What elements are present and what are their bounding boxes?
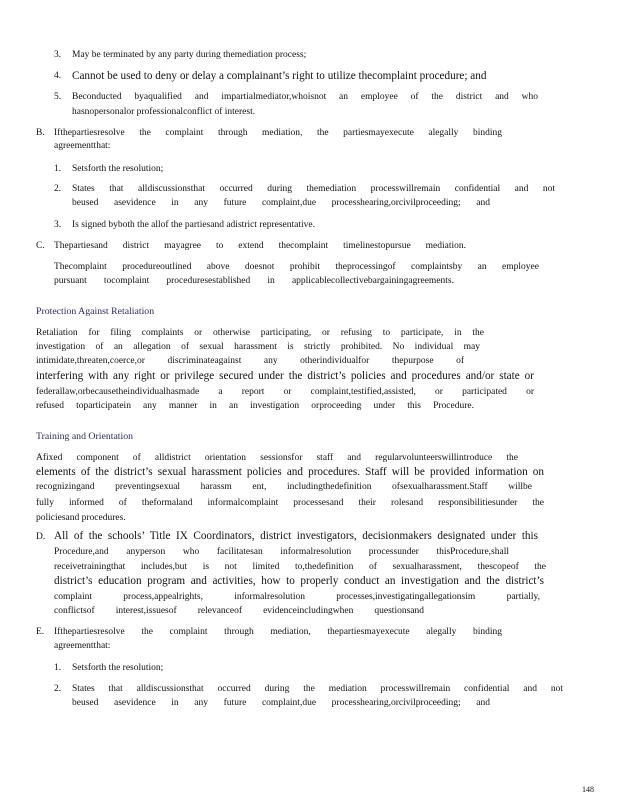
- list-marker: 2.: [54, 684, 62, 694]
- paragraph-line: pursuant tocomplaint proceduresestablished in applicablecollectivebargainingagreements.: [54, 276, 454, 286]
- paragraph-line: Thecomplaint procedureoutlined above doesnot prohibit theprocessingof complaintsby an employee: [54, 262, 539, 272]
- paragraph-line: All of the schools’ Title IX Coordinators, district investigators, decisionmakers designated under this: [54, 530, 538, 542]
- list-marker: 1.: [54, 164, 62, 174]
- paragraph-line: interfering with any right or privilege secured under the district’s policies and procedures and/or state or: [36, 370, 534, 382]
- list-marker: 5.: [54, 92, 62, 102]
- section-heading: Training and Orientation: [36, 431, 134, 442]
- paragraph-line: Retaliation for filing complaints or otherwise participating, or refusing to participate, in the: [36, 328, 484, 338]
- list-item-text: May be terminated by any party during themediation process;: [72, 50, 307, 60]
- paragraph-line: receivetrainingthat includes,but is not limited to,thedefinition of sexualharassment, thescopeof the: [54, 562, 546, 572]
- list-item-text: Setsforth the resolution;: [72, 164, 164, 174]
- paragraph-line: federallaw,orbecausetheindividualhasmade a report or complaint,testified,assisted, or participated or: [36, 387, 534, 397]
- list-marker: 3.: [54, 50, 62, 60]
- paragraph-line: Ifthepartiesresolve the complaint through mediation, the partiesmayexecute alegally binding: [54, 128, 502, 138]
- paragraph-line: complaint process,appealrights, informalresolution processes,investigatingallegationsim partially,: [54, 592, 540, 602]
- paragraph-line: Ifthepartiesresolve the complaint through mediation, thepartiesmayexecute alegally binding: [54, 627, 502, 637]
- section-marker: C.: [36, 241, 45, 251]
- paragraph-line: refused toparticipatein any manner in an investigation orproceeding under this Procedure.: [36, 401, 474, 411]
- paragraph-line: policiesand procedures.: [36, 513, 126, 523]
- paragraph-line: conflictsof interest,issuesof relevanceof evidenceincludingwhen questionsand: [54, 606, 424, 616]
- paragraph-line: fully informed of theformaland informalcomplaint processesand their rolesand responsibilitiesunder the: [36, 498, 544, 508]
- paragraph-line: Procedure,and anyperson who facilitatesan informalresolution processunder thisProcedure,shall: [54, 547, 509, 557]
- section-marker: E.: [36, 627, 45, 637]
- paragraph-line: intimidate,threaten,coerce,or discriminateagainst any otherindividualfor thepurpose of: [36, 356, 464, 366]
- section-marker: B.: [36, 128, 45, 138]
- paragraph-line: agreementthat:: [54, 141, 111, 151]
- section-marker: D.: [36, 532, 46, 542]
- paragraph-line: elements of the district’s sexual harassment policies and procedures. Staff will be provided information on: [36, 466, 544, 478]
- list-marker: 4.: [54, 71, 62, 81]
- list-item-text: States that alldiscussionsthat occurred during the mediation processwillremain confidential and not: [72, 684, 563, 694]
- paragraph-line: recognizingand preventingsexual harassm ent, includingthedefinition ofsexualharassment.Staff willbe: [36, 482, 532, 492]
- paragraph-line: district’s education program and activities, how to properly conduct an investigation and the district’s: [54, 575, 544, 587]
- list-item-text: Is signed byboth the allof the partiesand adistrict representative.: [72, 220, 315, 230]
- list-item-text: Beconducted byaqualified and impartialmediator,whoisnot an employee of the district and who: [72, 92, 538, 102]
- list-item-text: Cannot be used to deny or delay a complainant’s right to utilize thecomplaint procedure; and: [72, 70, 487, 82]
- list-marker: 1.: [54, 663, 62, 673]
- paragraph-line: Thepartiesand district mayagree to extend thecomplaint timelinestopursue mediation.: [54, 241, 466, 251]
- list-marker: 2.: [54, 184, 62, 194]
- list-item-text: States that alldiscussionsthat occurred during themediation processwillremain confidential and not: [72, 184, 555, 194]
- list-item-text: Setsforth the resolution;: [72, 663, 164, 673]
- section-heading: Protection Against Retaliation: [36, 306, 155, 317]
- list-item-text: hasnopersonalor professionalconflict of interest.: [72, 107, 256, 117]
- paragraph-line: agreementthat:: [54, 641, 111, 651]
- list-item-text: beused asevidence in any future complaint,due processhearing,orcivilproceeding; and: [72, 198, 490, 208]
- list-item-text: beused asevidence in any future complaint,due processhearing,orcivilproceeding; and: [72, 698, 490, 708]
- paragraph-line: Afixed component of alldistrict orientation sessionsfor staff and regularvolunteerswillintroduce the: [36, 453, 518, 463]
- paragraph-line: investigation of an allegation of sexual harassment is strictly prohibited. No individual may: [36, 342, 480, 352]
- list-marker: 3.: [54, 220, 62, 230]
- page-number: 148: [582, 785, 594, 794]
